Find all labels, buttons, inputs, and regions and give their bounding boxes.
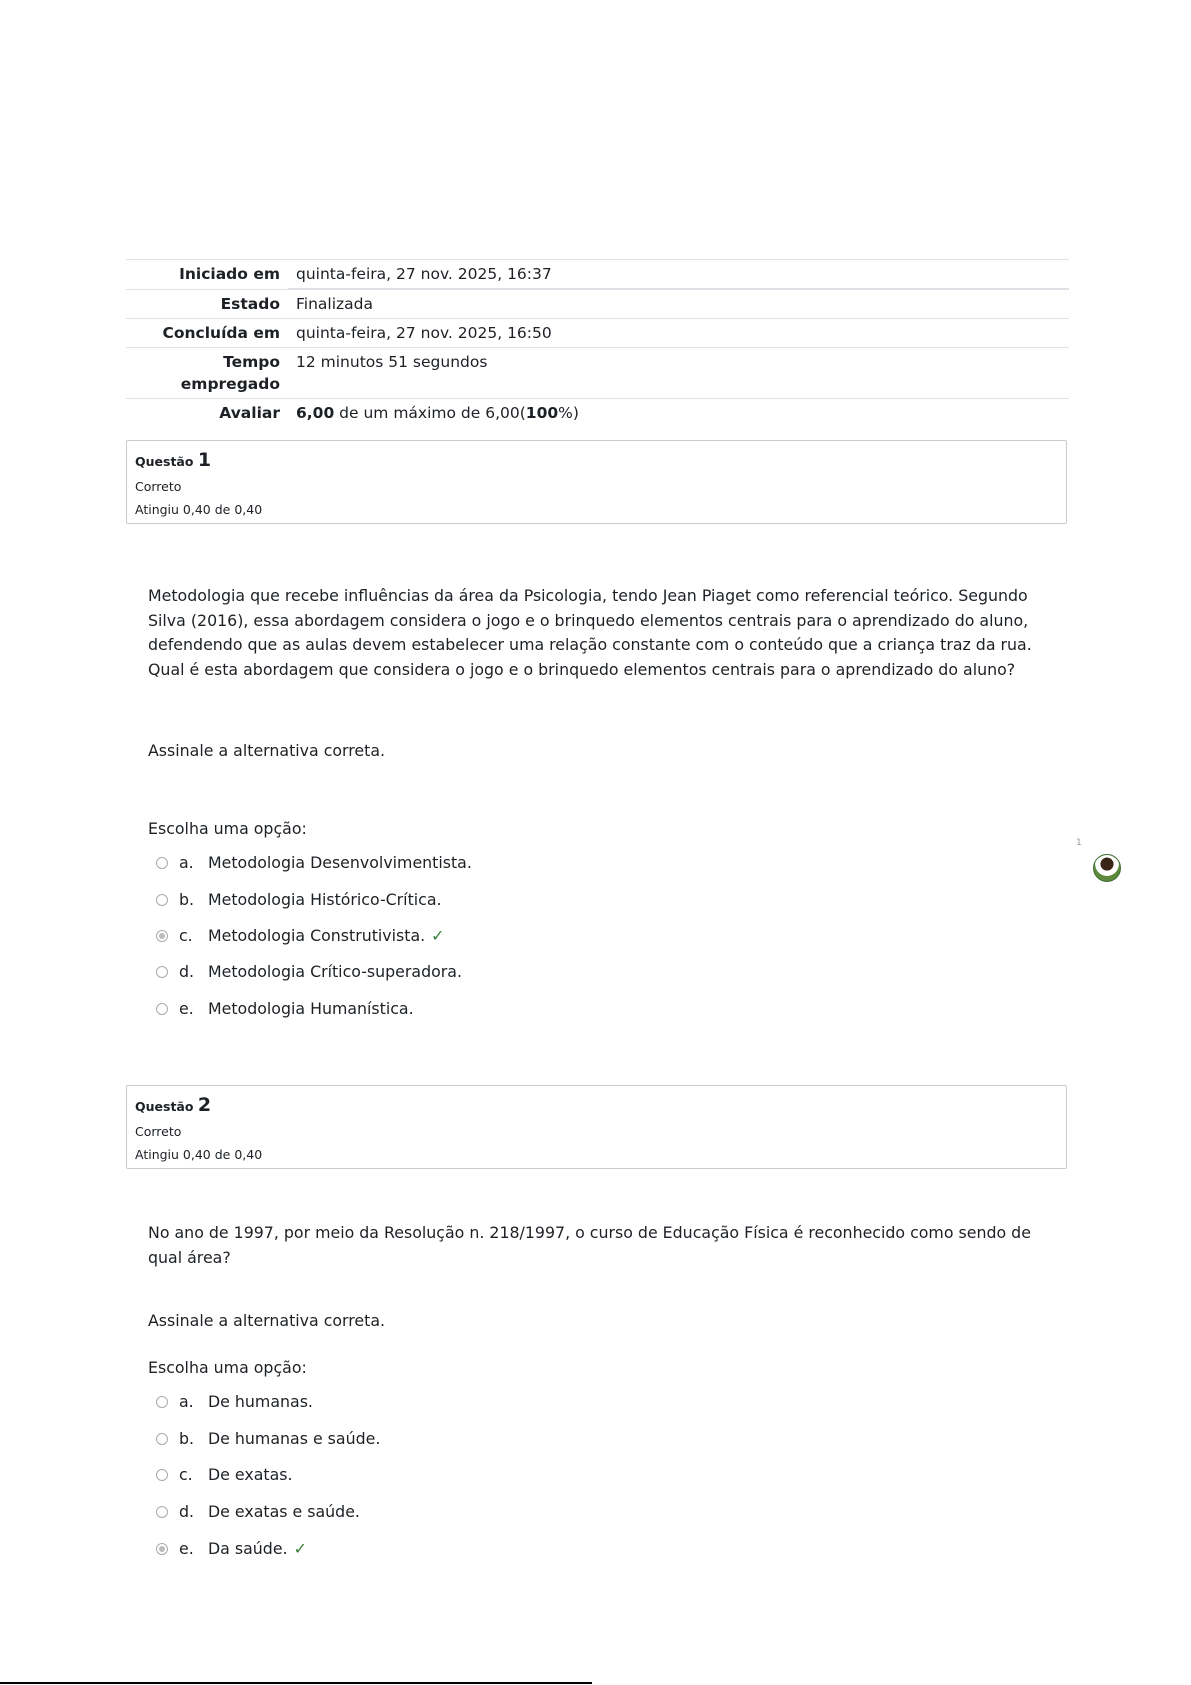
answer-option[interactable]: b. Metodologia Histórico-Crítica. <box>156 890 442 909</box>
radio-button[interactable] <box>156 966 168 978</box>
question-info-box <box>126 440 1067 524</box>
radio-button[interactable] <box>156 1396 168 1408</box>
question-mark: Atingiu 0,40 de 0,40 <box>135 502 263 517</box>
question-prompt: Escolha uma opção: <box>148 819 307 838</box>
question-number: Questão 1 <box>135 449 212 471</box>
grade-value: 6,00 de um máximo de 6,00(100%) <box>288 399 1069 428</box>
radio-button[interactable] <box>156 1506 168 1518</box>
row-started: Iniciado em quinta-feira, 27 nov. 2025, 16:37 <box>126 260 1069 290</box>
row-state: Estado Finalizada <box>126 289 1069 319</box>
row-grade: Avaliar 6,00 de um máximo de 6,00(100%) <box>126 399 1069 428</box>
check-icon: ✓ <box>293 1539 307 1558</box>
check-icon: ✓ <box>431 926 445 945</box>
radio-button[interactable] <box>156 1543 168 1555</box>
answer-option[interactable]: c. Metodologia Construtivista. ✓ <box>156 926 444 945</box>
answer-option[interactable]: b. De humanas e saúde. <box>156 1429 380 1448</box>
page-indicator: 1 <box>1076 838 1082 848</box>
radio-button[interactable] <box>156 1469 168 1481</box>
radio-button[interactable] <box>156 1003 168 1015</box>
question-status: Correto <box>135 479 182 494</box>
question-text: Metodologia que recebe influências da área da Psicologia, tendo Jean Piaget como referencial teórico. Segundo Silva (2016), essa abordagem considera o jogo e o brinquedo elementos centrais para o aprendizado do aluno, defendendo que as aulas devem estabelecer uma relação constante com o conteúdo que a criança traz da rua. Qual é esta abordagem que considera o jogo e o brinquedo elementos centrais para o aprendizado do aluno? <box>148 586 1032 679</box>
question-instruction: Assinale a alternativa correta. <box>148 741 386 760</box>
question-instruction: Assinale a alternativa correta. <box>148 1311 386 1330</box>
question-text: No ano de 1997, por meio da Resolução n. 218/1997, o curso de Educação Física é reconhecido como sendo de qual área? <box>148 1223 1031 1267</box>
answer-option[interactable]: d. Metodologia Crítico-superadora. <box>156 962 462 981</box>
divider <box>0 1682 592 1684</box>
answer-option[interactable]: d. De exatas e saúde. <box>156 1502 360 1521</box>
row-completed: Concluída em quinta-feira, 27 nov. 2025, 16:50 <box>126 319 1069 348</box>
radio-button[interactable] <box>156 1433 168 1445</box>
question-number: Questão 2 <box>135 1094 212 1116</box>
user-avatar[interactable] <box>1093 854 1121 882</box>
question-prompt: Escolha uma opção: <box>148 1358 307 1377</box>
radio-button[interactable] <box>156 894 168 906</box>
row-time: Tempo empregado 12 minutos 51 segundos <box>126 348 1069 399</box>
question-status: Correto <box>135 1124 182 1139</box>
question-info-box <box>126 1085 1067 1169</box>
radio-button[interactable] <box>156 930 168 942</box>
answer-option[interactable]: a. Metodologia Desenvolvimentista. <box>156 853 472 872</box>
answer-option[interactable]: e. Da saúde. ✓ <box>156 1539 307 1558</box>
radio-button[interactable] <box>156 857 168 869</box>
answer-option[interactable]: c. De exatas. <box>156 1465 293 1484</box>
attempt-summary-table <box>126 259 1069 427</box>
answer-option[interactable]: a. De humanas. <box>156 1392 313 1411</box>
question-mark: Atingiu 0,40 de 0,40 <box>135 1147 263 1162</box>
answer-option[interactable]: e. Metodologia Humanística. <box>156 999 414 1018</box>
